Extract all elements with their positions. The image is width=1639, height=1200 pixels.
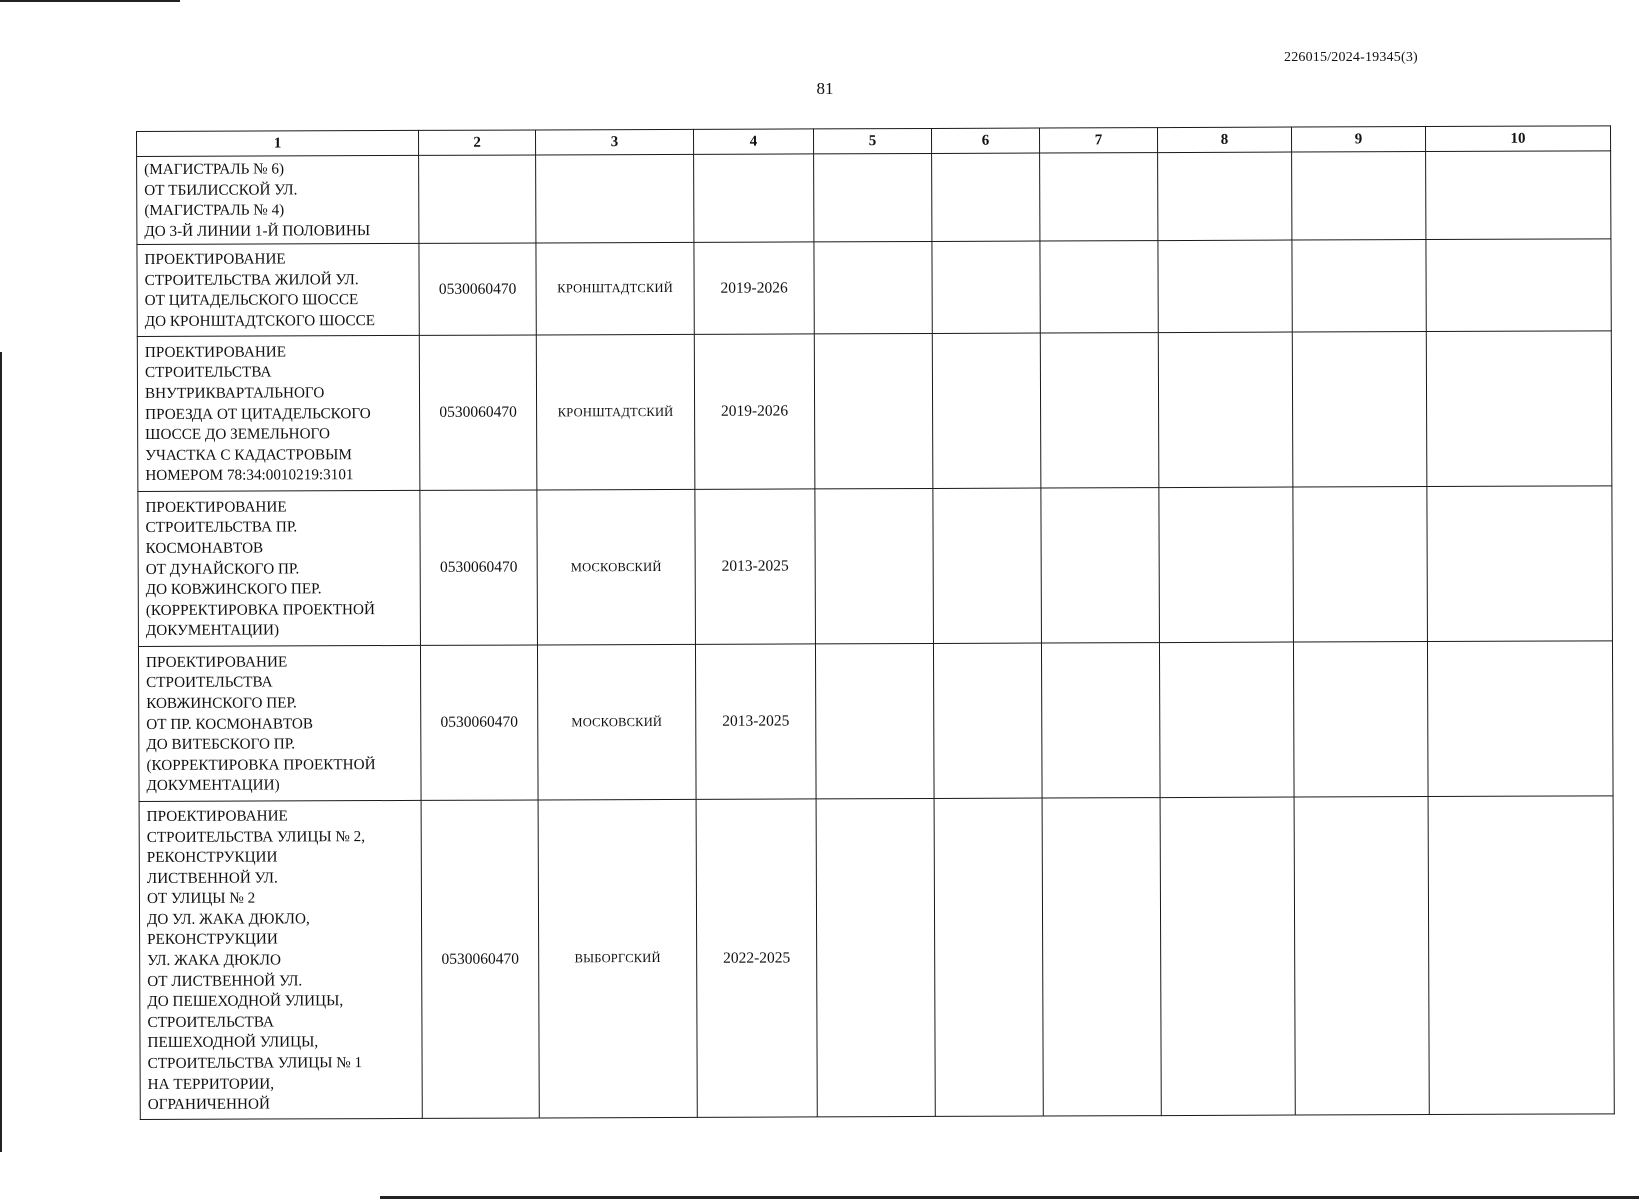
table-row xyxy=(138,641,1613,802)
project-name-cell: ПРОЕКТИРОВАНИЕ СТРОИТЕЛЬСТВА УЛИЦЫ № 2, РЕКОНСТРУКЦИИ ЛИСТВЕННОЙ УЛ. ОТ УЛИЦЫ № 2 ДО УЛ. ЖАКА ДЮКЛО, РЕКОНСТРУКЦИИ УЛ. ЖАКА ДЮКЛО ОТ ЛИСТВЕННОЙ УЛ. ДО ПЕШЕХОДНОЙ УЛИЦЫ, СТРОИТЕЛЬСТВА ПЕШЕХОДНОЙ УЛИЦЫ, СТРОИТЕЛЬСТВА УЛИЦЫ № 1 НА ТЕРРИТОРИИ, ОГРАНИЧЕННОЙ xyxy=(139,801,422,1120)
column-header: 3 xyxy=(535,129,693,155)
district-cell: КРОНШТАДТСКИЙ xyxy=(536,335,695,491)
empty-cell xyxy=(814,242,932,334)
district-cell xyxy=(536,154,694,243)
empty-cell xyxy=(1159,642,1294,798)
period-cell: 2013-2025 xyxy=(695,489,816,644)
empty-cell xyxy=(1426,331,1612,487)
code-cell: 0530060470 xyxy=(421,800,539,1118)
empty-cell xyxy=(933,643,1042,798)
column-header: 10 xyxy=(1425,126,1610,152)
project-name-cell: ПРОЕКТИРОВАНИЕ СТРОИТЕЛЬСТВА ПР. КОСМОНАВТОВ ОТ ДУНАЙСКОГО ПР. ДО КОВЖИНСКОГО ПЕР. (КОРРЕКТИРОВКА ПРОЕКТНОЙ ДОКУМЕНТАЦИИ) xyxy=(138,491,421,647)
empty-cell xyxy=(1041,488,1160,643)
empty-cell xyxy=(932,333,1041,488)
project-name-cell: ПРОЕКТИРОВАНИЕ СТРОИТЕЛЬСТВА ВНУТРИКВАРТАЛЬНОГО ПРОЕЗДА ОТ ЦИТАДЕЛЬСКОГО ШОССЕ ДО ЗЕМЕЛЬНОГО УЧАСТКА С КАДАСТРОВЫМ НОМЕРОМ 78:34:0010219:3101 xyxy=(137,336,420,492)
empty-cell xyxy=(1158,332,1293,488)
project-name-cell: ПРОЕКТИРОВАНИЕ СТРОИТЕЛЬСТВА ЖИЛОЙ УЛ. ОТ ЦИТАДЕЛЬСКОГО ШОССЕ ДО КРОНШТАДТСКОГО ШОССЕ xyxy=(137,244,419,337)
empty-cell xyxy=(815,644,934,799)
column-header: 1 xyxy=(137,130,419,156)
period-cell xyxy=(694,154,814,243)
column-header: 8 xyxy=(1157,127,1291,153)
column-header: 5 xyxy=(813,128,931,153)
district-cell: ВЫБОРГСКИЙ xyxy=(538,800,697,1119)
code-cell: 0530060470 xyxy=(420,645,538,800)
data-table xyxy=(136,125,1615,1120)
empty-cell xyxy=(1040,153,1158,242)
empty-cell xyxy=(1426,239,1611,332)
scan-edge-top xyxy=(0,0,180,2)
document-number: 226015/2024-19345(3) xyxy=(1284,50,1418,65)
empty-cell xyxy=(1042,798,1161,1116)
empty-cell xyxy=(1159,487,1294,643)
empty-cell xyxy=(814,334,933,489)
code-cell: 0530060470 xyxy=(420,490,538,645)
project-name-cell: ПРОЕКТИРОВАНИЕ СТРОИТЕЛЬСТВА КОВЖИНСКОГО ПЕР. ОТ ПР. КОСМОНАВТОВ ДО ВИТЕБСКОГО ПР. (КОРРЕКТИРОВКА ПРОЕКТНОЙ ДОКУМЕНТАЦИИ) xyxy=(138,646,421,802)
empty-cell xyxy=(1292,332,1427,488)
table-row xyxy=(138,486,1613,647)
district-cell: МОСКОВСКИЙ xyxy=(537,490,696,646)
scan-edge-bottom xyxy=(380,1196,1639,1199)
code-cell: 0530060470 xyxy=(419,243,536,335)
period-cell: 2022-2025 xyxy=(696,799,817,1117)
period-cell: 2019-2026 xyxy=(694,334,815,489)
column-header: 9 xyxy=(1291,127,1425,153)
code-cell: 0530060470 xyxy=(419,335,537,490)
empty-cell xyxy=(1292,152,1426,241)
page-number: 81 xyxy=(816,79,834,98)
empty-cell xyxy=(932,241,1040,333)
empty-cell xyxy=(1294,797,1429,1116)
column-header: 2 xyxy=(418,130,535,155)
code-cell xyxy=(419,155,536,244)
empty-cell xyxy=(1292,240,1426,333)
empty-cell xyxy=(1293,487,1428,643)
district-cell: КРОНШТАДТСКИЙ xyxy=(536,243,694,336)
period-cell: 2013-2025 xyxy=(695,644,816,799)
empty-cell xyxy=(933,488,1042,643)
empty-cell xyxy=(1426,151,1611,240)
empty-cell xyxy=(1293,642,1428,798)
empty-cell xyxy=(932,153,1040,242)
table-row xyxy=(137,151,1611,245)
scan-edge-left xyxy=(0,352,2,1152)
empty-cell xyxy=(1041,643,1160,798)
column-header: 4 xyxy=(693,129,813,154)
empty-cell xyxy=(934,798,1043,1116)
empty-cell xyxy=(1158,240,1292,333)
empty-cell xyxy=(814,153,932,242)
project-name-cell: (МАГИСТРАЛЬ № 6) ОТ ТБИЛИССКОЙ УЛ. (МАГИСТРАЛЬ № 4) ДО 3-Й ЛИНИИ 1-Й ПОЛОВИНЫ xyxy=(137,155,419,244)
empty-cell xyxy=(1160,797,1295,1116)
table-row xyxy=(137,239,1611,337)
table-row xyxy=(139,796,1614,1120)
column-header: 6 xyxy=(931,128,1039,153)
data-table-container xyxy=(136,125,1614,1120)
column-header: 7 xyxy=(1039,128,1157,153)
empty-cell xyxy=(1040,241,1158,333)
period-cell: 2019-2026 xyxy=(694,242,814,334)
empty-cell xyxy=(1040,333,1159,488)
empty-cell xyxy=(1428,796,1614,1115)
empty-cell xyxy=(1158,152,1292,241)
empty-cell xyxy=(816,799,935,1117)
district-cell: МОСКОВСКИЙ xyxy=(537,645,696,801)
empty-cell xyxy=(1427,641,1613,797)
empty-cell xyxy=(1427,486,1613,642)
table-row xyxy=(137,331,1612,492)
empty-cell xyxy=(815,489,934,644)
